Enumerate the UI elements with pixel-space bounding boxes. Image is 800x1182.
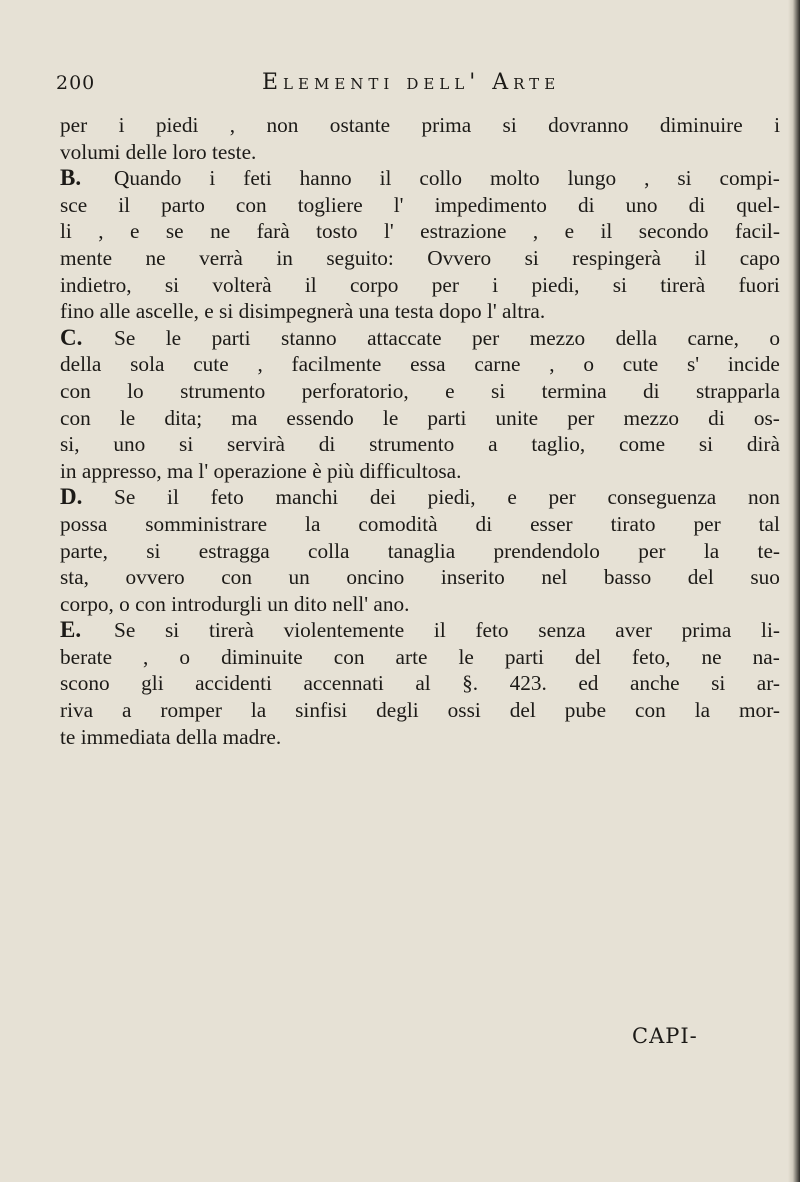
- text-line: Se le parti stanno attaccate per mezzo della carne, o: [114, 325, 780, 350]
- text-line: con le dita; ma essendo le parti unite per mezzo di os-: [60, 405, 780, 430]
- text-line: corpo, o con introdurgli un dito nell' ano.: [60, 591, 410, 616]
- paragraph-label: D.: [60, 484, 83, 510]
- paragraph: [60, 325, 780, 485]
- text-line: riva a romper la sinfisi degli ossi del pube con la mor-: [60, 698, 780, 723]
- body-text: [60, 112, 780, 750]
- text-line: Se il feto manchi dei piedi, e per conseguenza non: [114, 485, 780, 510]
- paragraph: [60, 484, 780, 617]
- text-line: possa somministrare la comodità di esser tirato per tal: [60, 511, 780, 536]
- text-line: volumi delle loro teste.: [60, 139, 257, 164]
- paragraph-label: E.: [60, 617, 82, 643]
- text-line: Quando i feti hanno il collo molto lungo , si compi-: [114, 166, 780, 191]
- paragraph: [60, 112, 780, 165]
- page-edge-shadow: [788, 0, 800, 1182]
- running-head: Elementi dell' Arte: [262, 70, 561, 95]
- paragraph: [60, 165, 780, 325]
- page-number: 200: [56, 72, 96, 94]
- paragraph-label: C.: [60, 324, 83, 350]
- catchword: CAPI-: [632, 1024, 698, 1048]
- paragraph: [60, 617, 780, 750]
- text-line: parte, si estragga colla tanaglia prendendolo per la te-: [60, 538, 780, 563]
- paragraph-label: B.: [60, 165, 82, 191]
- text-line: della sola cute , facilmente essa carne , o cute s' incide: [60, 352, 780, 377]
- text-line: in appresso, ma l' operazione è più difficultosa.: [60, 458, 462, 483]
- text-line: sce il parto con togliere l' impedimento di uno di quel-: [60, 192, 780, 217]
- text-line: li , e se ne farà tosto l' estrazione , e il secondo facil-: [60, 219, 780, 244]
- text-line: fino alle ascelle, e si disimpegnerà una testa dopo l' altra.: [60, 299, 546, 324]
- page-header: [0, 72, 800, 102]
- text-line: scono gli accidenti accennati al §. 423. ed anche si ar-: [60, 671, 780, 696]
- text-line: Se si tirerà violentemente il feto senza aver prima li-: [114, 618, 780, 643]
- text-line: te immediata della madre.: [60, 724, 282, 749]
- text-line: mente ne verrà in seguito: Ovvero si respingerà il capo: [60, 245, 780, 270]
- text-line: indietro, si volterà il corpo per i piedi, si tirerà fuori: [60, 272, 780, 297]
- text-line: sta, ovvero con un oncino inserito nel basso del suo: [60, 565, 780, 590]
- text-line: per i piedi , non ostante prima si dovranno diminuire i: [60, 113, 780, 137]
- text-line: con lo strumento perforatorio, e si termina di strapparla: [60, 378, 780, 403]
- text-line: berate , o diminuite con arte le parti del feto, ne na-: [60, 644, 780, 669]
- text-line: si, uno si servirà di strumento a taglio, come si dirà: [60, 432, 780, 457]
